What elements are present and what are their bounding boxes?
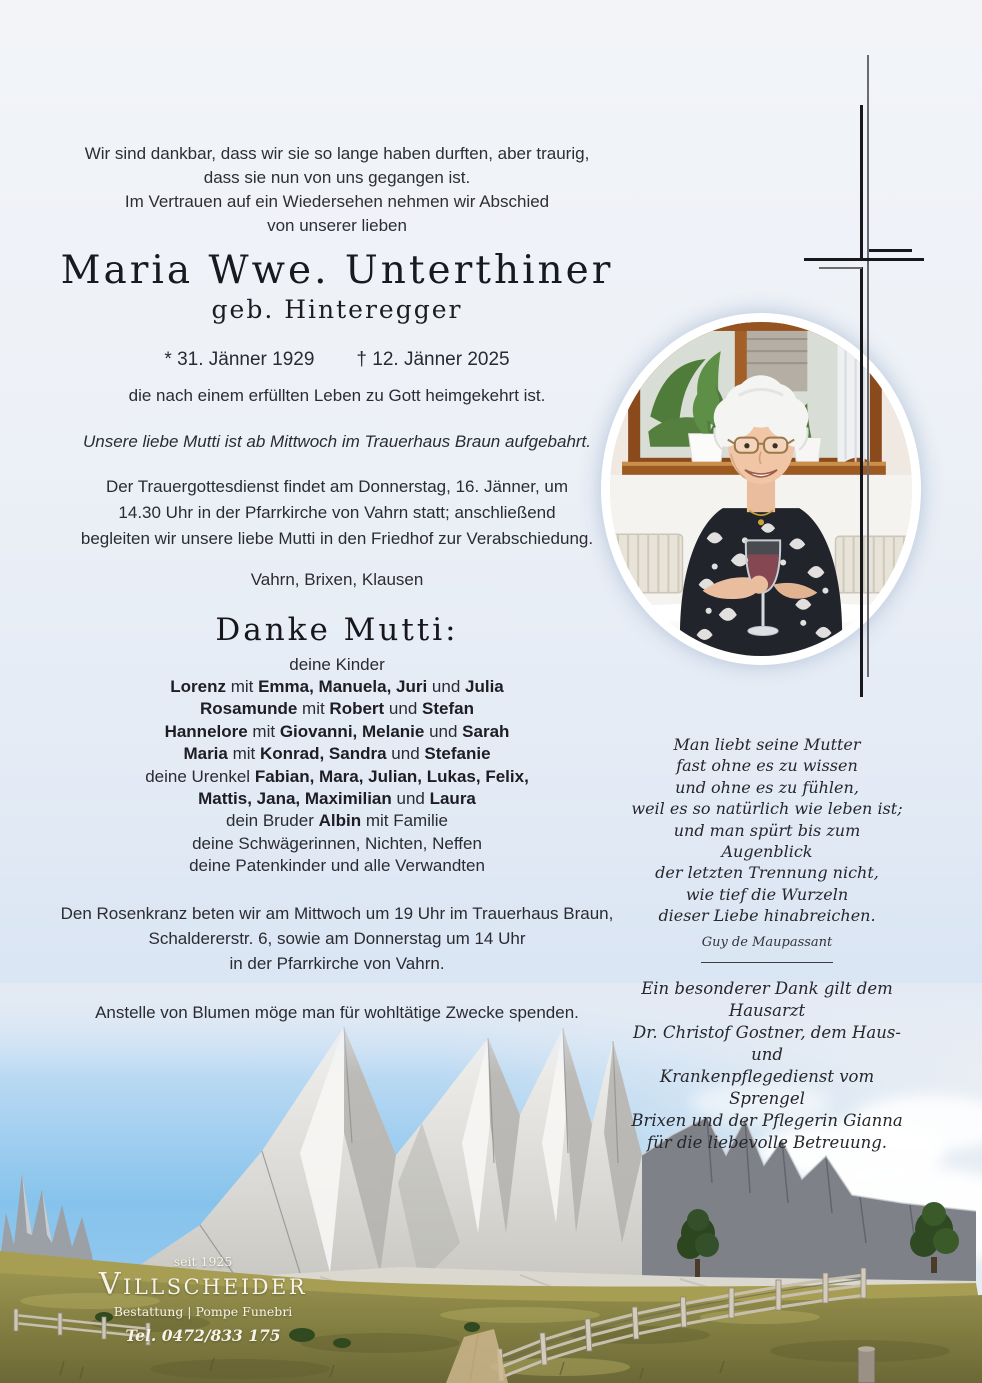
family-line: deine Urenkel Fabian, Mara, Julian, Lukas, Felix,	[145, 766, 529, 786]
family-line: dein Bruder Albin mit Familie	[225, 811, 449, 831]
text-line: begleiten wir unsere liebe Mutti in den Friedhof zur Verabschiedung.	[80, 529, 594, 548]
text-line: Ein besonderer Dank gilt dem Hausarzt	[641, 978, 893, 1020]
separator-line	[701, 962, 833, 963]
text-line: fast ohne es zu wissen	[676, 756, 858, 776]
service-announcement	[28, 474, 646, 552]
family-line: Lorenz mit Emma, Manuela, Juri und Julia	[170, 677, 504, 696]
text-line: Im Vertrauen auf ein Wiedersehen nehmen wir Abschied	[124, 192, 550, 211]
laidout-line: Unsere liebe Mutti ist ab Mittwoch im Trauerhaus Braun aufgebahrt.	[82, 432, 592, 451]
quote-column	[628, 734, 906, 1154]
text-line: 14.30 Uhr in der Pfarrkirche von Vahrn statt; anschließend	[118, 503, 556, 522]
text-line: der letzten Trennung nicht,	[655, 863, 879, 883]
cross-vertical-gray	[867, 55, 869, 677]
text-line: dieser Liebe hinabreichen.	[658, 906, 876, 926]
text-line: Den Rosenkranz beten wir am Mittwoch um 19 Uhr im Trauerhaus Braun,	[60, 903, 614, 923]
family-names-list	[28, 676, 646, 878]
family-line: Mattis, Jana, Maximilian und Laura	[198, 789, 476, 809]
text-line: und man spürt bis zum Augenblick	[673, 820, 861, 862]
cross-vertical-black-lower	[860, 267, 863, 697]
text-line: und ohne es zu fühlen,	[675, 777, 859, 797]
rosary-announcement	[28, 901, 646, 976]
text-line: Dr. Christof Gostner, dem Haus- und	[633, 1022, 901, 1064]
life-dates	[28, 348, 646, 372]
text-line: wie tief die Wurzeln	[685, 884, 849, 904]
places-line: Vahrn, Brixen, Klausen	[250, 570, 424, 589]
children-intro: deine Kinder	[289, 655, 385, 674]
text-line: Wir sind dankbar, dass wir sie so lange haben durften, aber traurig,	[84, 144, 590, 163]
funeral-home-logo	[58, 1254, 348, 1346]
family-line: deine Patenkinder und alle Verwandten	[189, 856, 485, 876]
portrait-photo-oval	[601, 313, 921, 665]
family-line: Maria mit Konrad, Sandra und Stefanie	[183, 744, 491, 764]
maiden-name: geb. Hinteregger	[211, 295, 463, 324]
family-line: Rosamunde mit Robert und Stefan	[200, 699, 474, 719]
logo-phone: Tel. 0472/833 175	[125, 1326, 281, 1345]
family-line: deine Schwägerinnen, Nichten, Neffen	[192, 833, 482, 853]
text-line: dass sie nun von uns gegangen ist.	[203, 168, 471, 187]
main-text-column	[28, 142, 646, 1025]
cross-arm-upper	[869, 249, 912, 252]
intro-text	[28, 142, 646, 238]
text-line: von unserer lieben	[267, 216, 407, 235]
cross-arm-lower	[819, 267, 862, 269]
text-line: weil es so natürlich wie leben ist;	[631, 799, 903, 819]
text-line: Brixen und der Pflegerin Gianna	[631, 1110, 903, 1130]
returned-line: die nach einem erfüllten Leben zu Gott heimgekehrt ist.	[128, 386, 546, 405]
text-line: Schaldererstr. 6, sowie am Donnerstag um 14 Uhr	[148, 928, 526, 948]
death-date: † 12. Jänner 2025	[356, 349, 510, 370]
special-thanks	[628, 978, 906, 1154]
cross-arm-main	[804, 258, 924, 261]
logo-subtitle: Bestattung | Pompe Funebri	[113, 1304, 293, 1319]
logo-since: seit 1925	[173, 1254, 233, 1269]
thanks-heading: Danke Mutti:	[215, 612, 459, 648]
cross-vertical-black-upper	[860, 105, 863, 258]
text-line: Man liebt seine Mutter	[673, 735, 861, 754]
text-line: Der Trauergottesdienst findet am Donnerstag, 16. Jänner, um	[105, 477, 569, 496]
portrait-photo	[601, 313, 921, 665]
family-line: Hannelore mit Giovanni, Melanie und Sarah	[164, 721, 510, 741]
deceased-name: Maria Wwe. Unterthiner	[60, 248, 614, 293]
logo-name: Villscheider	[98, 1267, 308, 1302]
text-line: in der Pfarrkirche von Vahrn.	[229, 953, 445, 973]
birth-date: * 31. Jänner 1929	[164, 349, 315, 370]
text-line: Krankenpflegedienst vom Sprengel	[659, 1066, 875, 1108]
flowers-line: Anstelle von Blumen möge man für wohltätige Zwecke spenden.	[95, 1002, 579, 1022]
quote-attribution: Guy de Maupassant	[701, 934, 833, 950]
maupassant-quote	[628, 734, 906, 927]
text-line: für die liebevolle Betreuung.	[646, 1132, 888, 1152]
